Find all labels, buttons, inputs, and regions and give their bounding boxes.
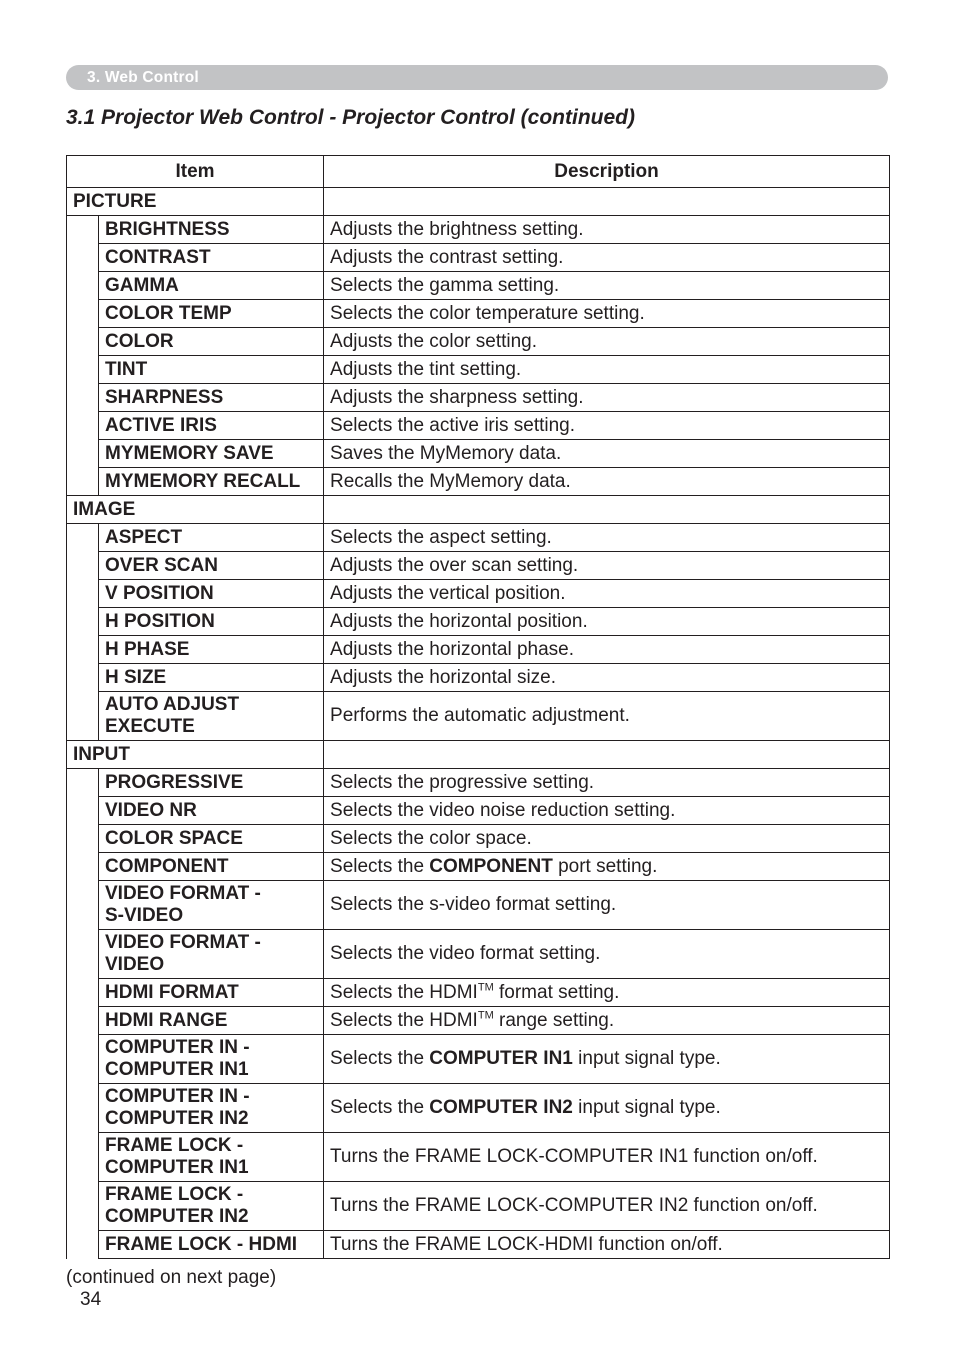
description-cell [324,384,890,412]
table-row [67,468,890,496]
item-column-header: Item [67,156,324,188]
item-label: FRAME LOCK - [105,1184,244,1205]
item-cell [99,979,324,1007]
description-text: COMPONENT [429,855,553,877]
item-cell [99,797,324,825]
item-cell [99,1007,324,1035]
indent-spacer [67,769,99,1259]
table-row [67,769,890,797]
description-cell [324,1084,890,1133]
table-header-row [67,156,890,188]
item-label: FRAME LOCK - HDMI [105,1233,298,1255]
description-text: Selects the [330,1097,430,1118]
table-row [67,1231,890,1259]
description-cell [324,853,890,881]
table-row [67,608,890,636]
description-text: Adjusts the tint setting. [330,358,522,380]
description-text: Adjusts the horizontal position. [330,610,588,632]
table-row [67,328,890,356]
description-text: Recalls the MyMemory data. [330,470,571,492]
description-text: port setting. [552,855,658,877]
description-cell [324,769,890,797]
description-cell [324,692,890,741]
item-cell [99,1035,324,1084]
table-row [67,412,890,440]
item-cell [99,1084,324,1133]
table-row [67,1007,890,1035]
description-text: format setting. [493,981,620,1003]
description-cell [324,524,890,552]
table-row [67,300,890,328]
item-cell [99,881,324,930]
category-row [67,188,890,216]
item-label: ACTIVE IRIS [105,414,217,436]
description-cell [324,216,890,244]
description-cell [324,1231,890,1259]
description-cell [324,552,890,580]
trademark-mark: TM [477,981,494,994]
trademark-mark: TM [477,1009,494,1022]
page-number: 34 [80,1289,102,1310]
description-text: Adjusts the sharpness setting. [330,386,584,408]
item-cell [99,412,324,440]
description-text: Turns the FRAME LOCK-COMPUTER IN2 function on/off. [330,1195,818,1216]
item-label: COMPUTER IN1 [105,1059,249,1080]
description-cell [324,328,890,356]
description-text: Selects the [330,855,430,877]
description-text: COMPUTER IN1 [429,1048,573,1069]
item-label: H POSITION [105,610,215,632]
category-row [67,496,890,524]
description-cell [324,468,890,496]
table-row [67,272,890,300]
item-label: PROGRESSIVE [105,771,244,793]
item-cell [99,468,324,496]
item-cell [99,1182,324,1231]
item-cell [99,636,324,664]
description-text: Selects the video noise reduction setting. [330,799,676,821]
description-text: COMPUTER IN2 [429,1097,573,1118]
item-cell [99,300,324,328]
table-row [67,244,890,272]
description-text: Turns the FRAME LOCK-COMPUTER IN1 function on/off. [330,1146,818,1167]
control-table [66,155,890,1259]
description-text: Performs the automatic adjustment. [330,705,630,726]
item-label: MYMEMORY SAVE [105,442,274,464]
description-column-header: Description [324,156,890,188]
description-cell [324,1133,890,1182]
table-row [67,664,890,692]
item-cell [99,825,324,853]
category-description [324,741,890,769]
description-cell [324,1007,890,1035]
item-cell [99,552,324,580]
description-cell [324,300,890,328]
table-row [67,1035,890,1084]
item-cell [99,1231,324,1259]
item-label: SHARPNESS [105,386,224,408]
item-label: COMPUTER IN - [105,1086,250,1107]
item-label: FRAME LOCK - [105,1135,244,1156]
item-label: ASPECT [105,526,183,548]
description-cell [324,608,890,636]
item-label: S-VIDEO [105,905,184,926]
item-cell [99,216,324,244]
description-cell [324,797,890,825]
item-cell [99,853,324,881]
item-label: VIDEO NR [105,799,197,821]
item-label: COLOR SPACE [105,827,243,849]
description-text: Selects the active iris setting. [330,414,576,436]
item-cell [99,930,324,979]
description-cell [324,1182,890,1231]
item-label: VIDEO [105,954,165,975]
item-label: COMPUTER IN - [105,1037,250,1058]
description-text: Adjusts the over scan setting. [330,554,579,576]
description-text: Adjusts the horizontal phase. [330,638,575,660]
table-row [67,1182,890,1231]
item-label: VIDEO FORMAT - [105,883,261,904]
item-cell [99,356,324,384]
table-row [67,825,890,853]
description-text: Selects the color temperature setting. [330,302,645,324]
table-row [67,853,890,881]
description-text: Adjusts the horizontal size. [330,666,557,688]
item-cell [99,272,324,300]
description-cell [324,356,890,384]
description-text: Selects the color space. [330,827,532,849]
description-text: Adjusts the contrast setting. [330,246,564,268]
item-cell [99,328,324,356]
table-row [67,692,890,741]
item-cell [99,440,324,468]
item-cell [99,692,324,741]
item-label: COMPUTER IN2 [105,1206,249,1227]
table-row [67,979,890,1007]
continued-note: (continued on next page) [66,1267,277,1288]
indent-spacer [67,216,99,496]
item-cell [99,524,324,552]
table-row [67,440,890,468]
description-cell [324,825,890,853]
item-cell [99,580,324,608]
item-label: EXECUTE [105,716,195,737]
table-row [67,881,890,930]
description-text: Selects the progressive setting. [330,771,595,793]
item-label: COLOR [105,330,174,352]
item-cell [99,384,324,412]
item-label: GAMMA [105,274,179,296]
description-text: range setting. [493,1009,615,1031]
item-label: COMPONENT [105,855,229,877]
description-text: input signal type. [572,1048,721,1069]
description-text: Selects the video format setting. [330,943,601,964]
description-cell [324,664,890,692]
table-row [67,384,890,412]
item-label: CONTRAST [105,246,211,268]
description-cell [324,881,890,930]
category-label: IMAGE [67,496,324,524]
table-row [67,356,890,384]
description-text: Turns the FRAME LOCK-HDMI function on/off. [330,1233,723,1255]
item-cell [99,1133,324,1182]
description-cell [324,412,890,440]
description-text: Adjusts the color setting. [330,330,538,352]
description-text: Selects the HDMI [330,981,478,1003]
item-label: COMPUTER IN2 [105,1108,249,1129]
category-label: PICTURE [67,188,324,216]
item-label: BRIGHTNESS [105,218,230,240]
description-text: Selects the [330,1048,430,1069]
item-cell [99,664,324,692]
description-cell [324,440,890,468]
section-title: 3.1 Projector Web Control - Projector Control (continued) [66,106,635,129]
item-label: MYMEMORY RECALL [105,470,301,492]
category-row [67,741,890,769]
table-row [67,552,890,580]
description-cell [324,636,890,664]
table-body [67,188,890,1259]
item-label: V POSITION [105,582,214,604]
item-cell [99,244,324,272]
table-row [67,1133,890,1182]
description-text: Selects the aspect setting. [330,526,552,548]
item-label: TINT [105,358,148,380]
description-cell [324,580,890,608]
table-row [67,1084,890,1133]
table-row [67,216,890,244]
indent-spacer [67,524,99,741]
item-label: VIDEO FORMAT - [105,932,261,953]
table-row [67,930,890,979]
item-label: COLOR TEMP [105,302,232,324]
description-text: Adjusts the vertical position. [330,582,566,604]
description-text: Selects the gamma setting. [330,274,560,296]
description-text: Selects the HDMI [330,1009,478,1031]
description-text: Selects the s-video format setting. [330,894,617,915]
item-label: AUTO ADJUST [105,694,240,715]
description-cell [324,979,890,1007]
category-description [324,496,890,524]
item-label: H SIZE [105,666,167,688]
chapter-header-bar [66,65,888,90]
item-cell [99,769,324,797]
item-label: COMPUTER IN1 [105,1157,249,1178]
description-cell [324,930,890,979]
chapter-label: 3. Web Control [87,69,199,86]
category-label: INPUT [67,741,324,769]
table-row [67,580,890,608]
description-text: Adjusts the brightness setting. [330,218,584,240]
description-text: Saves the MyMemory data. [330,442,562,464]
table-row [67,636,890,664]
item-label: HDMI RANGE [105,1009,228,1031]
description-text: input signal type. [572,1097,721,1118]
table-row [67,797,890,825]
item-cell [99,608,324,636]
description-cell [324,272,890,300]
item-label: H PHASE [105,638,190,660]
category-description [324,188,890,216]
item-label: HDMI FORMAT [105,981,239,1003]
table-row [67,524,890,552]
description-cell [324,244,890,272]
description-cell [324,1035,890,1084]
item-label: OVER SCAN [105,554,218,576]
